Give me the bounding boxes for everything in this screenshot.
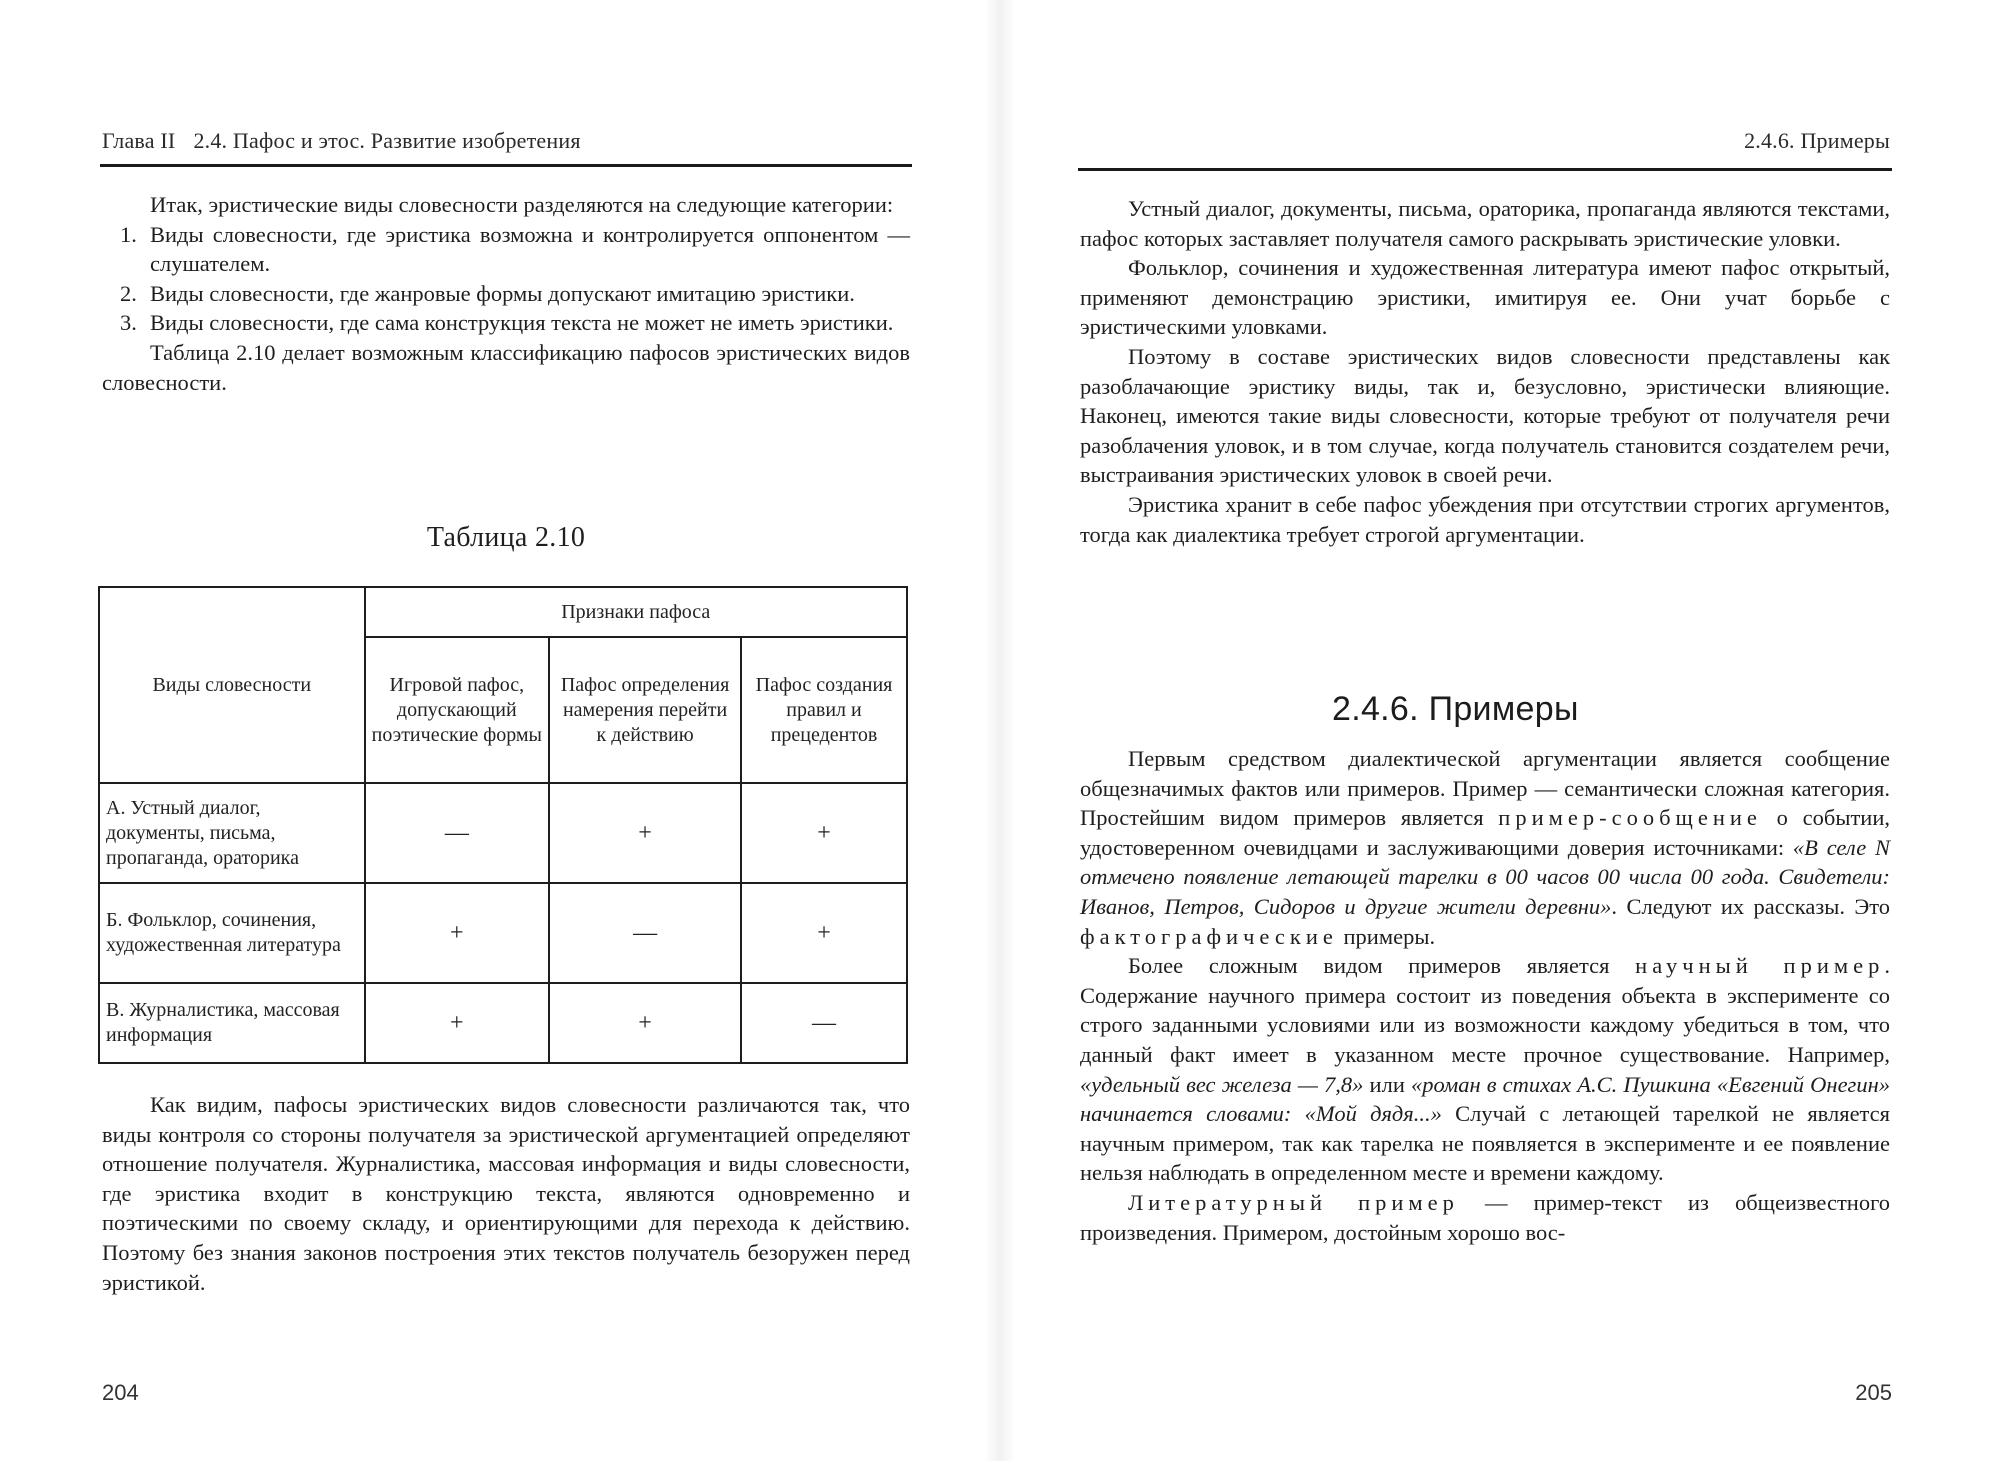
running-head-chapter: Глава II — [102, 128, 176, 153]
paragraph: Поэтому в составе эристических видов словесности представлены как разоблачающие эристику виды, так и, безусловно, эристически влияющие. Наконец, имеются такие виды словесности, которые требуют от получателя речи разоблачения уловок, и в том случае, когда получатель становится создателем речи, выстраивания эристических уловок в своей речи. — [1080, 343, 1890, 488]
term-factographic: фактографические — [1080, 923, 1338, 949]
mark-cell: + — [365, 983, 550, 1063]
section-title: 2.4.6. Примеры — [1332, 690, 1579, 728]
kind-cell: А. Устный диалог, документы, письма, пропаганда, ораторика — [99, 783, 365, 883]
table-row — [99, 883, 907, 983]
group-header-cell: Признаки пафоса — [365, 587, 907, 637]
mark-cell: + — [741, 783, 907, 883]
list-item: 3. Виды словесности, где сама конструкция текста не может не иметь эристики. — [120, 310, 894, 336]
list-item: 1. Виды словесности, где эристика возможна и контролируется оппонентом — слушателем. — [120, 221, 910, 277]
paragraph-literary-example: Литературный пример — пример-текст из общеизвестного произведения. Примером, достойным хорошо вос- — [1080, 1189, 1890, 1245]
paragraph: Фольклор, сочинения и художественная литература имеют пафос открытый, применяют демонстрацию эристики, имитируя ее. Они учат борьбе с эристическими уловками. — [1080, 255, 1890, 340]
running-head-section: 2.4. Пафос и этос. Развитие изобретения — [193, 128, 581, 153]
quote-ufo: «В селе N отмечено появление летающей тарелки в 00 часов 00 числа 00 года. Свидетели: Иванов, Петров, Сидоров и другие жители деревни» — [1080, 834, 1890, 919]
paragraph-factual-examples: Первым средством диалектической аргументации является сообщение общезначимых фактов или примеров. Пример — семантически сложная категория. Простейшим видом примеров является пример-сообщение о событии, удостоверенном очевидцами и заслуживающими доверия источниками: «В селе N отмечено появление летающей тарелки в 00 часов 00 числа 00 года. Свидетели: Иванов, Петров, Сидоров и другие жители деревни». Следуют их рассказы. Это фактографические примеры. — [1080, 746, 1891, 949]
mark-cell: + — [549, 783, 741, 883]
pathos-table — [98, 586, 908, 1064]
left-header-rule — [100, 164, 912, 167]
left-text-bottom — [102, 1090, 910, 1297]
table-caption: Таблица 2.10 — [426, 522, 586, 553]
left-running-head — [102, 128, 581, 154]
mark-cell: + — [365, 883, 550, 983]
right-running-head: 2.4.6. Примеры — [1744, 128, 1890, 153]
mark-cell: + — [549, 983, 741, 1063]
page-number-left: 204 — [102, 1380, 139, 1405]
term-literary-example: Литературный пример — [1128, 1189, 1459, 1215]
categories-list — [102, 220, 910, 338]
mark-cell: — — [741, 983, 907, 1063]
right-text-top — [1080, 194, 1890, 549]
page-number-right: 205 — [1855, 1380, 1892, 1405]
paragraph: Эристика хранит в себе пафос убеждения при отсутствии строгих аргументов, тогда как диалектика требует строгой аргументации. — [1080, 491, 1890, 547]
kind-cell: В. Журналистика, массовая информация — [99, 983, 365, 1063]
left-text-top — [102, 190, 910, 397]
mark-cell: + — [741, 883, 907, 983]
column-header: Пафос создания правил и прецедентов — [741, 637, 907, 783]
kind-cell: Б. Фольклор, сочинения, художественная литература — [99, 883, 365, 983]
paragraph: Устный диалог, документы, письма, ораторика, пропаганда являются текстами, пафос которых заставляет получателя самого раскрывать эристические уловки. — [1080, 196, 1890, 251]
mark-cell: — — [365, 783, 550, 883]
right-text-bottom — [1080, 744, 1890, 1247]
conclusion-paragraph: Как видим, пафосы эристических видов словесности различаются так, что виды контроля со стороны получателя за эристической аргументацией определяют отношение получателя. Журналистика, массовая информация и виды словесности, где эристика входит в конструкцию текста, являются одновременно и поэтическими по своему складу, и ориентирующими для перехода к действию. Поэтому без знания законов построения этих текстов получатель безоружен перед эристикой. — [102, 1092, 910, 1295]
table-intro-paragraph: Таблица 2.10 делает возможным классификацию пафосов эристических видов словесности. — [102, 339, 910, 395]
table-row — [99, 983, 907, 1063]
quote-iron: «удельный вес железа — 7,8» — [1080, 1071, 1364, 1097]
table-header-row — [99, 587, 907, 637]
pathos-table-wrapper — [98, 586, 908, 1064]
quote-onegin: «роман в стихах А.С. Пушкина «Евгений Онегин» начинается словами: «Мой дядя...» — [1080, 1071, 1890, 1127]
right-page — [1000, 0, 2000, 1461]
column-header: Пафос определения намерения перейти к действию — [549, 637, 741, 783]
column-header: Игровой пафос, допускающий поэтические формы — [365, 637, 550, 783]
term-example-message: пример-сообщение — [1498, 805, 1762, 831]
paragraph-scientific-example: Более сложным видом примеров является научный пример. Содержание научного примера состоит из поведения объекта в эксперименте со строго заданными условиями или из возможности каждому убедиться в том, что данный факт имеет в указанном месте прочное существование. Например, «удельный вес железа — 7,8» или «роман в стихах А.С. Пушкина «Евгений Онегин» начинается словами: «Мой дядя...» Случай с летающей тарелкой не является научным примером, так как тарелка не появляется в эксперименте и ее появление нельзя наблюдать в определенном месте и времени каждому. — [1080, 953, 1890, 1186]
row-header-cell: Виды словесности — [99, 587, 365, 783]
table-row — [99, 783, 907, 883]
right-header-rule — [1078, 168, 1892, 171]
term-scientific-example: научный пример — [1635, 953, 1885, 979]
intro-paragraph: Итак, эристические виды словесности разделяются на следующие категории: — [150, 192, 894, 217]
list-item: 2. Виды словесности, где жанровые формы допускают имитацию эристики. — [120, 280, 855, 306]
mark-cell: — — [549, 883, 741, 983]
